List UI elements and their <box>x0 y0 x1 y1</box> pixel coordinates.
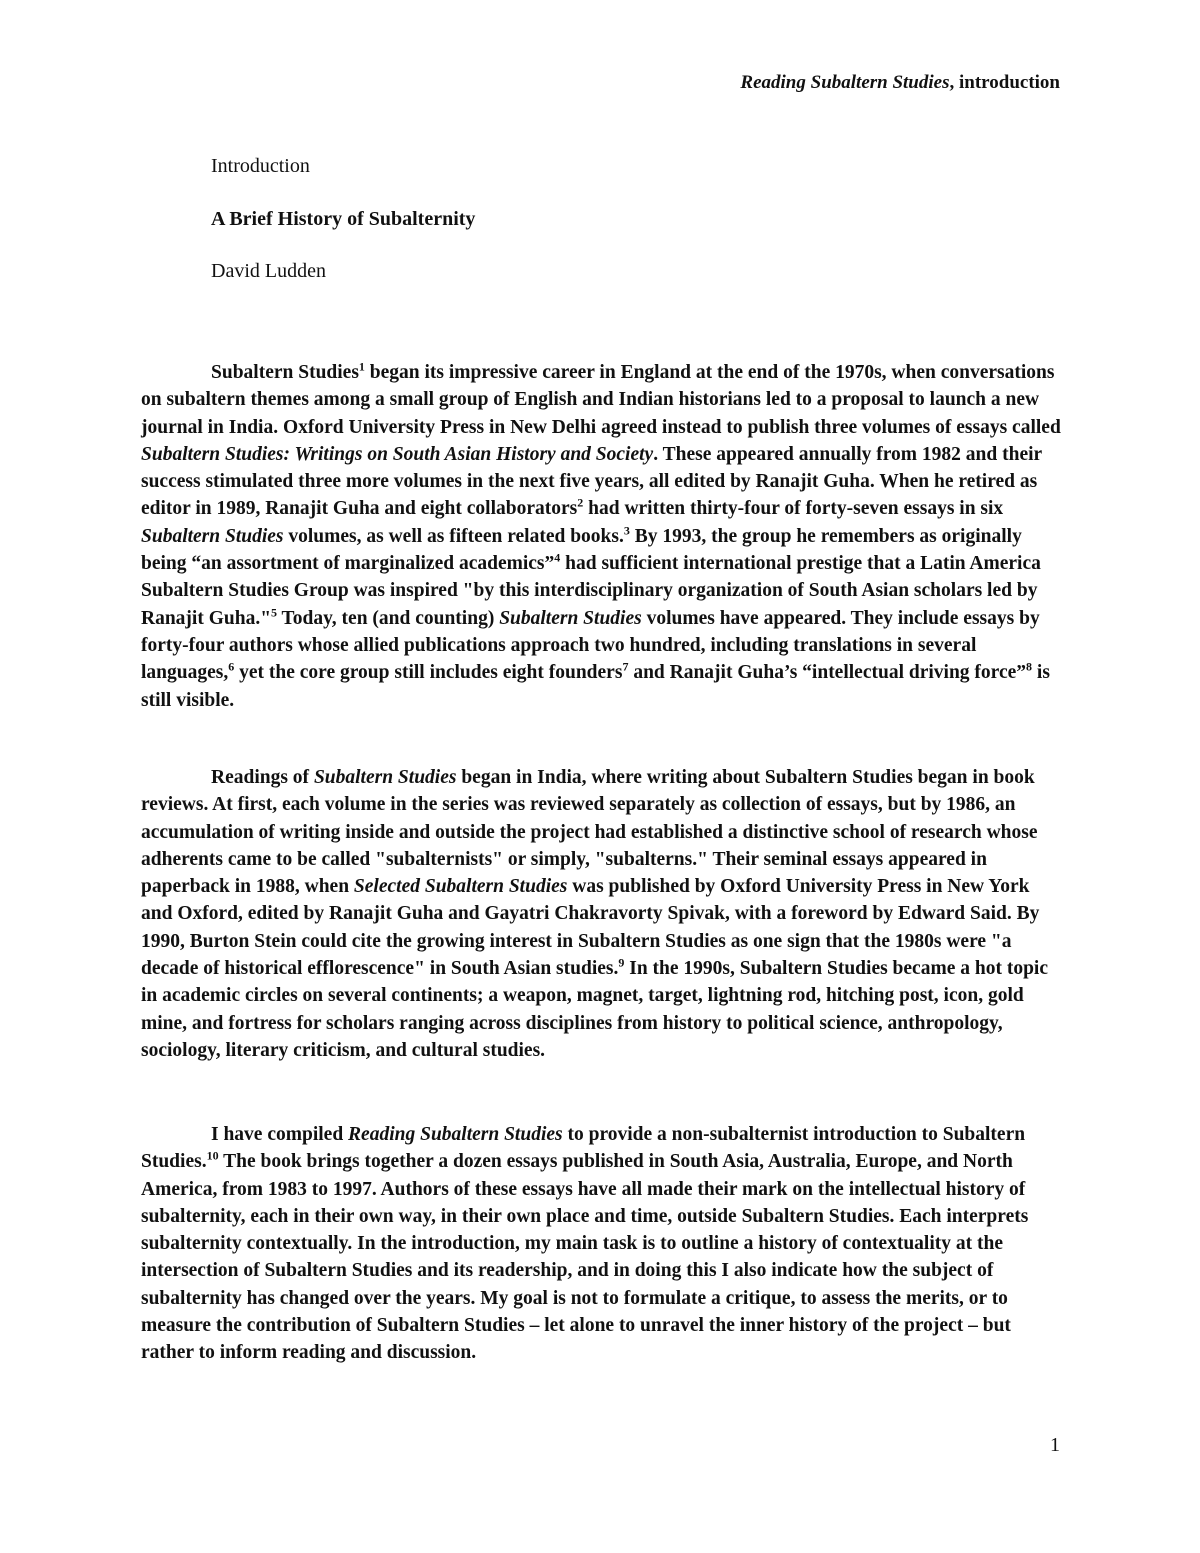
author-name: David Ludden <box>211 260 326 282</box>
running-head-suffix: , introduction <box>949 72 1060 93</box>
body-paragraph-1 <box>141 359 1061 714</box>
section-label: Introduction <box>211 155 310 177</box>
text-run: to provide a non-subalternist introduction to Subaltern Studies. <box>141 1124 1026 1173</box>
text-run: Readings of <box>211 767 314 788</box>
text-run: The book brings together a dozen essays published in South Asia, Australia, Europe, and North America, from 1983 to 1997. Authors of these essays have all made their mark on the intellectual history of subalternity, each in their own way, in their own place and time, outside Subaltern Studies. Each interprets subalternity contextually. In the introduction, my main task is to outline a history of contextuality at the intersection of Subaltern Studies and its readership, and in doing this I also indicate how the subject of subalternity has changed over the years. My goal is not to formulate a critique, to assess the merits, or to measure the contribution of Subaltern Studies – let alone to unravel the inner history of the project – but rather to inform reading and discussion. <box>141 1151 1029 1364</box>
italic-title: Reading Subaltern Studies <box>348 1124 563 1145</box>
text-run: and Ranajit Guha’s “intellectual driving force” <box>628 662 1027 684</box>
text-run: In the 1990s, Subaltern Studies became a hot topic in academic circles on several continents; a weapon, magnet, target, lightning rod, hitching post, icon, gold mine, and fortress for scholars ranging across disciplines from history to political science, anthropology, sociology, literary criticism, and cultural studies. <box>141 958 1048 1061</box>
page-number: 1 <box>1050 1434 1060 1456</box>
body-paragraph-3 <box>141 1121 1061 1367</box>
text-run: volumes have appeared. They include essays by forty-four authors whose allied publications approach two hundred, including translations in several languages, <box>141 607 1040 684</box>
footnote-marker: 2 <box>577 495 584 510</box>
paragraph-text <box>141 1121 1061 1367</box>
text-run: is still visible. <box>141 662 1050 711</box>
text-run: I have compiled <box>211 1124 349 1145</box>
text-run: Today, ten (and counting) <box>277 607 500 629</box>
footnote-marker: 3 <box>623 523 630 538</box>
footnote-marker: 6 <box>228 659 235 674</box>
footnote-marker: 5 <box>271 605 278 620</box>
footnote-marker: 4 <box>554 550 561 565</box>
footnote-marker: 7 <box>622 659 629 674</box>
italic-title: Subaltern Studies <box>141 525 284 547</box>
text-run: yet the core group still includes eight founders <box>234 662 623 684</box>
text-run: began its impressive career in England at the end of the 1970s, when conversations on subaltern themes among a small group of English and Indian historians led to a proposal to launch a new journal in India. Oxford University Press in New Delhi agreed instead to publish three volumes of essays called <box>141 362 1061 438</box>
text-run: volumes, as well as fifteen related books. <box>283 525 624 547</box>
text-run: Subaltern Studies <box>211 362 359 383</box>
footnote-marker: 10 <box>206 1148 219 1163</box>
italic-title: Subaltern Studies <box>499 607 642 629</box>
footnote-marker: 1 <box>358 359 365 374</box>
text-run: began in India, where writing about Subaltern Studies began in book reviews. At first, each volume in the series was reviewed separately as collection of essays, but by 1986, an accumulation of writing inside and outside the project had established a distinctive school of research whose adherents came to be called "subalternists" or simply, "subalterns." Their seminal essays appeared in paperback in 1988, when <box>141 767 1038 898</box>
running-head-title: Reading Subaltern Studies <box>740 72 950 93</box>
text-run: . These appeared annually from 1982 and their success stimulated three more volumes in the next five years, all edited by Ranajit Guha. When he retired as editor in 1989, Ranajit Guha and eight collaborators <box>141 443 1042 520</box>
italic-title: Subaltern Studies <box>313 767 457 788</box>
paragraph-text <box>141 359 1061 714</box>
paragraph-text <box>141 764 1061 1064</box>
article-title: A Brief History of Subalternity <box>211 208 476 230</box>
body-paragraph-2 <box>141 764 1061 1064</box>
text-run: By 1993, the group he remembers as originally being “an assortment of marginalized academics” <box>141 525 1022 575</box>
text-run: had sufficient international prestige that a Latin America Subaltern Studies Group was inspired "by this interdisciplinary organization of South Asian scholars led by Ranajit Guha." <box>141 553 1041 629</box>
italic-title: Subaltern Studies: Writings on South Asian History and Society <box>141 443 654 465</box>
footnote-marker: 8 <box>1026 659 1033 674</box>
text-run: had written thirty-four of forty-seven essays in six <box>583 498 1004 520</box>
running-head <box>740 72 1060 94</box>
italic-title: Selected Subaltern Studies <box>353 876 568 898</box>
footnote-marker: 9 <box>618 955 625 970</box>
text-run: was published by Oxford University Press in New York and Oxford, edited by Ranajit Guha and Gayatri Chakravorty Spivak, with a foreword by Edward Said. By 1990, Burton Stein could cite the growing interest in Subaltern Studies as one sign that the 1980s were "a decade of historical efflorescence" in South Asian studies. <box>141 876 1040 980</box>
